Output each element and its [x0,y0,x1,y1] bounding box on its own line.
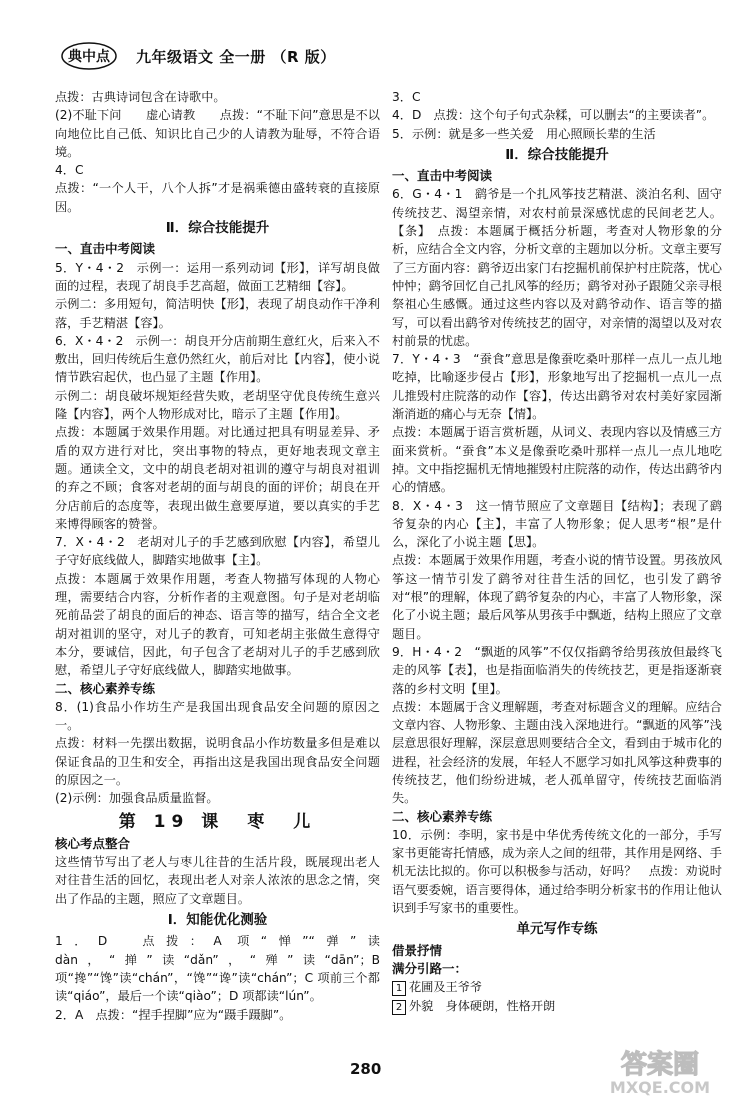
right-column [392,88,722,1015]
subsection-heading [392,960,722,978]
paragraph-text: 4．D 点拨：这个句子句式杂糅，可以删去“的主要读者”。 [392,108,715,123]
paragraph-text: 6．X・4・2 示例一：胡良开分店前期生意红火，后来入不敷出，回归传统后生意仍然红火，前后对比【内容】，使小说情节跌宕起伏，也凸显了主题【作用】。 [55,333,380,385]
numbered-box: 1 [392,981,406,996]
svg-text:典中点: 典中点 [68,49,110,65]
section-heading [55,813,380,831]
answer-paragraph [55,88,380,106]
answer-paragraph [55,179,380,216]
paragraph-text: 点拨：本题属于效果作用题，考查小说的情节设置。男孩放风筝这一情节引发了鹞爷对往昔生活的回忆，也引发了鹞爷对“根”的理解，体现了鹞爷复杂的内心，丰富了人物形象，深化了小说主题；最后风筝从男孩手中飘逝，结构上照应了文章题目。 [392,553,722,641]
paragraph-text: 外貌 身体硬朗，性格开朗 [409,998,556,1013]
answer-paragraph [55,1006,380,1024]
paragraph-text: 二、核心素养专练 [392,808,493,824]
answer-paragraph [55,106,380,161]
answer-paragraph [392,106,722,124]
page-header [0,0,750,88]
answer-paragraph [392,423,722,496]
paragraph-text: Ⅱ．综合技能提升 [165,220,270,237]
paragraph-text: 4．C [55,163,84,178]
paragraph-text: 一、直击中考阅读 [392,168,493,184]
paragraph-text: 二、核心素养专练 [55,680,156,696]
answer-paragraph [55,332,380,387]
paragraph-text: 9．H・4・2 “飘逝的风筝”不仅仅指鹞爷给男孩放但最终飞走的风筝【表】，也是指面临消失的传统技艺，更是指逐渐衰落的乡村文明【里】。 [392,644,722,696]
section-heading [55,219,380,237]
answer-paragraph [392,978,722,996]
paragraph-text: (2)不耻下问 虚心请教 点拨：“不耻下问”意思是不以向地位比自己低、知识比自己少的人请教为耻辱，不符合语境。 [55,108,380,159]
paragraph-text: 单元写作专练 [516,921,598,938]
answer-paragraph [55,734,380,789]
answer-paragraph [392,88,722,106]
paragraph-text: 点拨：古典诗词包含在诗歌中。 [55,90,226,104]
numbered-box: 2 [392,1000,406,1015]
answer-paragraph [55,295,380,332]
logo-icon [60,40,118,70]
paragraph-text: 满分引路一： [392,960,468,976]
subsection-heading [392,808,722,826]
paragraph-text: 点拨：本题属于语言赏析题，从词义、表现内容以及情感三方面来赏析。“蚕食”本义是像蚕吃桑叶那样一点儿一点儿地吃掉。文中指挖掘机无情地摧毁村庄院落的动作，传达出鹞爷内心的情感。 [392,425,722,495]
answer-paragraph [55,932,380,1005]
paragraph-text: 第 19 课 枣 儿 [118,811,317,832]
answer-paragraph [55,698,380,735]
header-title: 九年级语文 全一册 （R 版） [136,48,336,66]
subsection-heading [55,680,380,698]
paragraph-text: 6．G・4・1 鹞爷是一个扎风筝技艺精湛、淡泊名利、固守传统技艺、渴望亲情，对农村前景深感忧虑的民间老艺人。【条】 点拨：本题属于概括分析题，考查对人物形象的分析，应结合全文内容，分析文章的主题加以分析。文章主要写了三方面内容：鹞爷迈出家门右挖掘机前保护村庄院落，忧心忡忡；鹞爷回忆自己扎风筝的经历；鹞爷对孙子跟随父亲寻根祭祖心生感慨。通过这些内容以及对鹞爷动作、语言等的描写，可以看出鹞爷对传统技艺的固守，对亲情的渴望以及对农村前景的忧虑。 [392,187,722,348]
paragraph-text: 点拨：本题属于效果作用题。对比通过把具有明显差异、矛盾的双方进行对比，突出事物的特点，更好地表现文章主题。通读全文，文中的胡良老胡对祖训的遵守与胡良对祖训的弃之不顾；食客对老胡的面与胡良的面的评价；胡良在开分店前后的态度等，表现出做生意要厚道，要以真实的手艺来博得顾客的赞誉。 [55,425,380,531]
watermark-logo [585,1043,735,1098]
svg-text:答案圈: 答案圈 [620,1050,700,1080]
subsection-heading [392,942,722,960]
answer-paragraph [55,853,380,908]
answer-paragraph [392,643,722,698]
svg-text:MXQE.COM: MXQE.COM [609,1078,711,1097]
paragraph-text: 花圃及王爷爷 [409,980,483,995]
paragraph-text: 2．A 点拨：“捏手捏脚”应为“蹑手蹑脚”。 [55,1007,292,1022]
paragraph-text: 点拨：本题属于效果作用题，考查人物描写体现的人物心理，需要结合内容，分析作者的主观意图。句子是对老胡临死前品尝了胡良的面后的神态、语言等的描写，结合全文老胡对祖训的坚守，对儿子的教育，可知老胡主张做生意得守本分，要诚信，因此，句子包含了老胡对儿子的手艺感到欣慰，希望儿子守好底线做人，脚踏实地做事。 [55,571,380,678]
answer-paragraph [55,161,380,179]
answer-paragraph [55,789,380,807]
paragraph-text: 示例二：多用短句，简洁明快【形】，表现了胡良动作干净利落，手艺精湛【容】。 [55,297,380,330]
left-column [55,88,380,1024]
answer-paragraph [392,185,722,350]
paragraph-text: 借景抒情 [392,942,443,958]
paragraph-text: 示例二：胡良破坏规矩经营失败，老胡坚守优良传统生意兴隆【内容】，两个人物形成对比，暗示了主题【作用】。 [55,388,380,422]
paragraph-text: 点拨：本题属于含义理解题，考查对标题含义的理解。应结合文章内容、人物形象、主题由浅入深地进行。“飘逝的风筝”浅层意思很好理解，深层意思则要结合全文，看到由于城市化的进程，社会经济的发展，年轻人不愿学习如扎风筝这种费事的传统技艺，他们纷纷进城，老人孤单留守，传统技艺面临消失。 [392,699,722,806]
paragraph-text: 1．D 点拨：A 项“惮”“弹”读 dàn，“掸”读“dǎn”，“殚”读“dān”；B 项“搀”“馋”读“chán”，“馋”“谗”读“chán”；C 项前三个都读“qiáo”，最后一个读“qiào”；D 项都读“lún”。 [55,934,380,1004]
subsection-heading [392,167,722,185]
paragraph-text: 7．X・4・2 老胡对儿子的手艺感到欣慰【内容】，希望儿子守好底线做人，脚踏实地做事【主】。 [55,535,380,568]
answer-paragraph [55,570,380,680]
paragraph-text: 点拨：“一个人干，八个人拆”才是祸乘德由盛转衰的直接原因。 [55,181,380,214]
paragraph-text: (2)示例：加强食品质量监督。 [55,791,219,806]
answer-paragraph [55,259,380,296]
paragraph-text: 一、直击中考阅读 [55,241,156,257]
paragraph-text: 核心考点整合 [55,835,131,851]
subsection-heading [55,240,380,258]
section-heading [392,920,722,938]
paragraph-text: 点拨：材料一先摆出数据，说明食品小作坊数量多但是难以保证食品的卫生和安全，再指出这是我国出现食品安全问题的原因之一。 [55,736,380,787]
paragraph-text: Ⅱ．综合技能提升 [505,146,609,163]
paragraph-text: 8．X・4・3 这一情节照应了文章题目【结构】；表现了鹞爷复杂的内心【主】，丰富了人物形象；促人思考“根”是什么，深化了小说主题【思】。 [392,498,722,550]
paragraph-text: 5．Y・4・2 示例一：运用一系列动词【形】，详写胡良做面的过程，表现了胡良手艺高超，做面工艺精细【容】。 [55,260,380,293]
answer-paragraph [392,698,722,808]
paragraph-text: Ⅰ．知能优化测验 [167,912,268,929]
paragraph-text: 7．Y・4・3 “蚕食”意思是像蚕吃桑叶那样一点儿一点儿地吃掉，比喻逐步侵占【形】，形象地写出了挖掘机一点儿一点儿推毁村庄院落的动作【容】，传达出鹞爷对农村美好家园渐渐消逝的痛心与无奈【情】。 [392,352,722,422]
answer-paragraph [392,551,722,642]
paragraph-text: 3．C [392,90,421,104]
answer-paragraph [392,997,722,1015]
subsection-heading [55,835,380,853]
section-heading [392,146,722,164]
answer-paragraph [55,423,380,533]
answer-paragraph [392,826,722,917]
answer-paragraph [55,533,380,570]
paragraph-text: 这些情节写出了老人与枣儿往昔的生活片段，既展现出老人对往昔生活的回忆，表现出老人对亲人浓浓的思念之情，突出了作品的主题，照应了文章题目。 [55,855,380,906]
paragraph-text: 5．示例：就是多一些关爱 用心照顾长辈的生活 [392,126,656,141]
page-number: 280 [350,1060,382,1078]
answer-paragraph [392,350,722,423]
answer-paragraph [392,497,722,552]
answer-paragraph [392,125,722,143]
paragraph-text: 8．(1)食品小作坊生产是我国出现食品安全问题的原因之一。 [55,699,380,733]
answer-paragraph [55,387,380,424]
paragraph-text: 10．示例：李明，家书是中华优秀传统文化的一部分，手写家书更能寄托情感，成为亲人之间的纽带，其作用是网络、手机无法比拟的。你可以积极参与活动，好吗？ 点拨：劝说时语气要委婉，语言要得体，通过给李明分析家书的作用让他认识到手写家书的重要性。 [392,827,722,916]
section-heading [55,911,380,929]
